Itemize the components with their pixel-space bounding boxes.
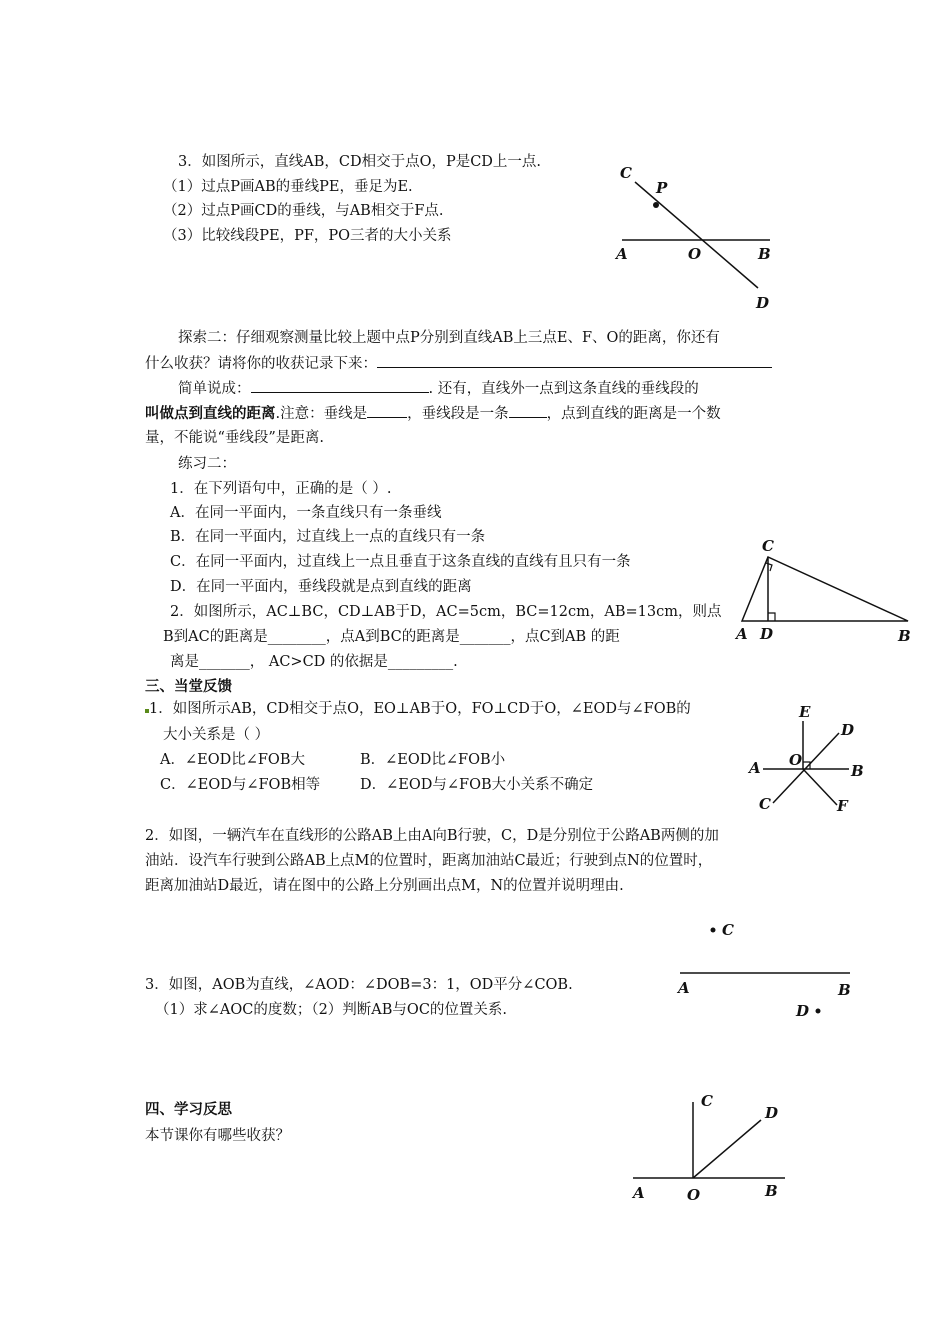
right-angle-d bbox=[768, 613, 775, 621]
section3-opt-b: B．∠EOD比∠FOB小 bbox=[360, 752, 506, 768]
label-d: D bbox=[756, 294, 770, 312]
explore2-line3-a: 简单说成： bbox=[178, 381, 251, 397]
label-c: C bbox=[762, 537, 774, 555]
label-b: B bbox=[765, 1182, 778, 1200]
point-d bbox=[816, 1009, 821, 1014]
practice2-q2-line2: B到AC的距离是________，点A到BC的距离是_______，点C到AB 的距 bbox=[163, 629, 620, 645]
practice2-q2-line3: 离是_______， AC>CD 的依据是_________. bbox=[170, 654, 458, 670]
blank-perpendicular[interactable] bbox=[367, 403, 407, 418]
practice2-q2-line1: 2．如图所示，AC⊥BC，CD⊥AB于D，AC=5cm，BC=12cm，AB=13cm，则点 bbox=[170, 604, 722, 620]
ray-od bbox=[693, 1120, 761, 1178]
q3-title: 3．如图所示，直线AB，CD相交于点O，P是CD上一点. bbox=[178, 154, 542, 170]
right-angle-c bbox=[766, 563, 772, 571]
label-b: B bbox=[758, 245, 771, 263]
intersecting-lines-figure bbox=[745, 705, 875, 815]
label-p: P bbox=[656, 179, 668, 197]
explore2-line4 bbox=[145, 403, 721, 424]
triangle-figure bbox=[730, 535, 920, 645]
explore2-line3 bbox=[178, 378, 699, 399]
blank-simple[interactable] bbox=[251, 378, 429, 393]
label-a: A bbox=[633, 1184, 645, 1202]
blank-harvest[interactable] bbox=[377, 353, 772, 368]
line-of bbox=[803, 769, 837, 805]
q3-sub2: （2）过点P画CD的垂线，与AB相交于F点. bbox=[163, 203, 444, 219]
label-c: C bbox=[759, 795, 771, 813]
label-o: O bbox=[789, 751, 803, 769]
explore2-line2-text: 什么收获？请将你的收获记录下来： bbox=[145, 356, 377, 372]
triangle-acb bbox=[742, 557, 908, 621]
label-c: C bbox=[620, 164, 632, 182]
section3-q2-line3: 距离加油站D最近，请在图中的公路上分别画出点M，N的位置并说明理由. bbox=[145, 878, 624, 894]
section3-heading: 三、当堂反馈 bbox=[145, 678, 232, 695]
label-c: C bbox=[722, 921, 734, 939]
label-b: B bbox=[838, 981, 851, 999]
explore2-line5: 量，不能说“垂线段”是距离. bbox=[145, 430, 324, 446]
line-cd bbox=[635, 182, 758, 288]
label-b: B bbox=[898, 627, 911, 645]
label-a: A bbox=[616, 245, 628, 263]
label-d: D bbox=[796, 1002, 810, 1020]
label-o: O bbox=[688, 245, 702, 263]
section3-q2-line1: 2．如图，一辆汽车在直线形的公路AB上由A向B行驶，C，D是分别位于公路AB两侧的加 bbox=[145, 828, 719, 844]
section3-q3-line1: 3．如图，AOB为直线，∠AOD：∠DOB=3：1，OD平分∠COB. bbox=[145, 977, 573, 993]
label-o: O bbox=[687, 1186, 701, 1204]
q3-sub3: （3）比较线段PE，PF，PO三者的大小关系 bbox=[163, 228, 452, 244]
label-f: F bbox=[837, 797, 848, 815]
section3-opt-a: A．∠EOD比∠FOB大 bbox=[160, 752, 305, 768]
label-d: D bbox=[765, 1104, 779, 1122]
label-a: A bbox=[749, 759, 761, 777]
section3-q1-line1-text: 1．如图所示AB，CD相交于点O，EO⊥AB于O，FO⊥CD于O，∠EOD与∠FOB的 bbox=[149, 701, 691, 717]
explore2-line3-b: . 还有，直线外一点到这条直线的垂线段的 bbox=[428, 381, 699, 397]
label-a: A bbox=[678, 979, 690, 997]
explore2-line4-d: ，点到直线的距离是一个数 bbox=[546, 406, 721, 422]
practice2-opt-b: B．在同一平面内，过直线上一点的直线只有一条 bbox=[170, 529, 486, 545]
point-p bbox=[653, 202, 659, 208]
angle-figure bbox=[625, 1090, 815, 1210]
q3-sub1: （1）过点P画AB的垂线PE，垂足为E. bbox=[163, 179, 413, 195]
practice2-q1: 1．在下列语句中，正确的是（ ）. bbox=[170, 481, 392, 497]
q3-figure bbox=[610, 160, 810, 310]
label-d: D bbox=[760, 625, 774, 643]
label-c: C bbox=[701, 1092, 713, 1110]
section3-q1-line1 bbox=[145, 699, 691, 719]
section3-q2-line2: 油站．设汽车行驶到公路AB上点M的位置时，距离加油站C最近；行驶到点N的位置时， bbox=[145, 853, 713, 869]
section3-opt-c: C．∠EOD与∠FOB相等 bbox=[160, 777, 321, 793]
practice2-opt-c: C．在同一平面内，过直线上一点且垂直于这条直线的直线有且只有一条 bbox=[170, 554, 631, 570]
label-a: A bbox=[736, 625, 748, 643]
blank-segment[interactable] bbox=[509, 403, 547, 418]
road-figure bbox=[670, 915, 870, 1035]
explore2-line2 bbox=[145, 353, 772, 374]
label-b: B bbox=[851, 762, 864, 780]
point-c bbox=[711, 928, 716, 933]
practice2-title: 练习二： bbox=[178, 456, 236, 472]
explore2-line4-bold: 叫做点到直线的距离 bbox=[145, 405, 276, 422]
section3-opt-d: D．∠EOD与∠FOB大小关系不确定 bbox=[360, 777, 594, 793]
explore2-line1: 探索二：仔细观察测量比较上题中点P分别到直线AB上三点E、F、O的距离，你还有 bbox=[178, 330, 720, 346]
label-d: D bbox=[841, 721, 855, 739]
section3-q3-line2: （1）求∠AOC的度数；（2）判断AB与OC的位置关系. bbox=[155, 1002, 508, 1018]
explore2-line4-b: .注意：垂线是 bbox=[275, 406, 368, 422]
label-e: E bbox=[799, 703, 811, 721]
practice2-opt-d: D．在同一平面内，垂线段就是点到直线的距离 bbox=[170, 579, 472, 595]
section4-heading: 四、学习反思 bbox=[145, 1101, 232, 1118]
line-cd bbox=[773, 733, 839, 803]
practice2-opt-a: A．在同一平面内，一条直线只有一条垂线 bbox=[170, 505, 442, 521]
explore2-line4-c: ，垂线段是一条 bbox=[407, 406, 509, 422]
section3-q1-line2: 大小关系是（ ） bbox=[163, 727, 270, 743]
section4-question: 本节课你有哪些收获？ bbox=[145, 1128, 290, 1144]
